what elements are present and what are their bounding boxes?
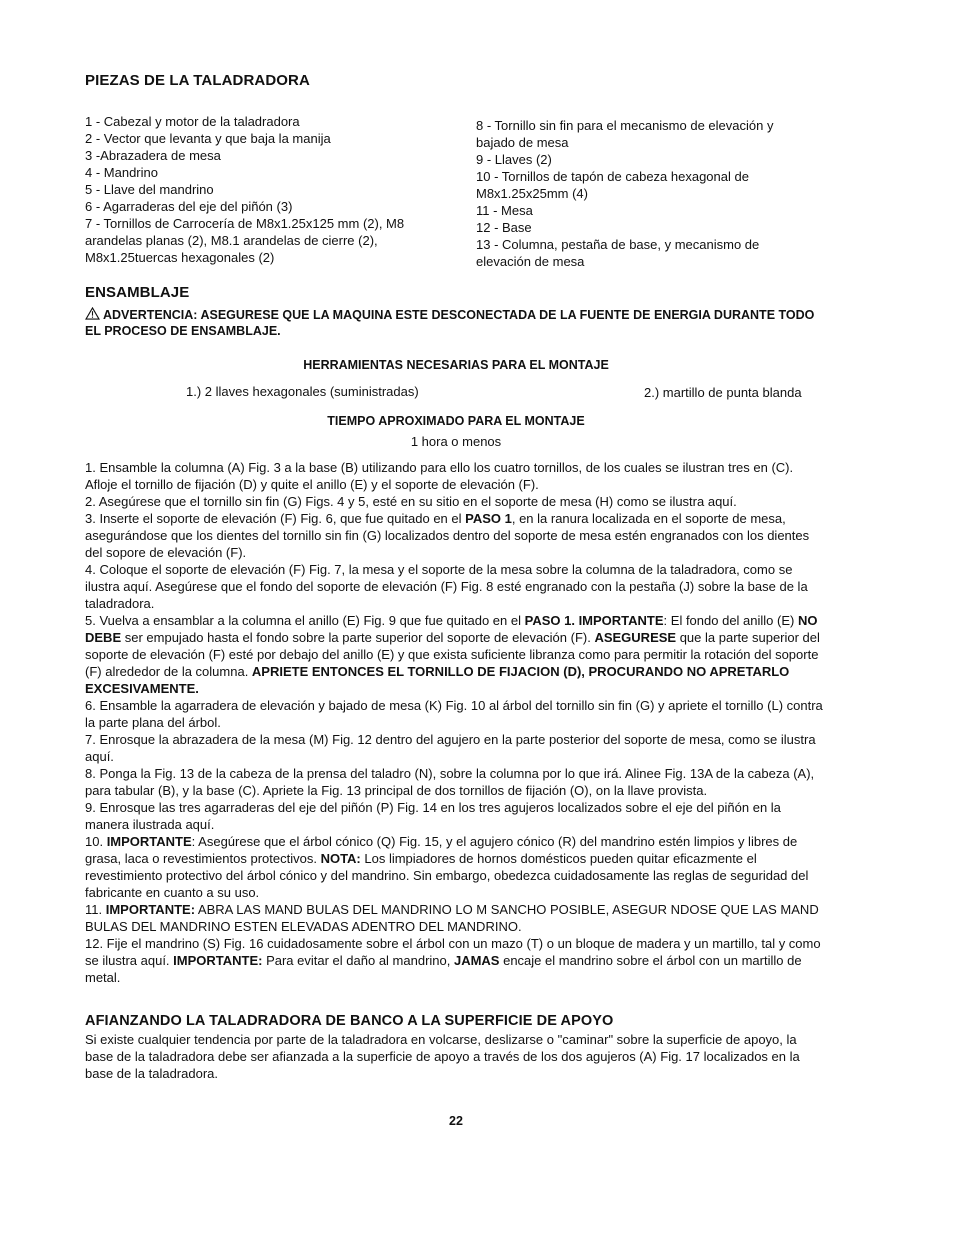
parts-item: 8 - Tornillo sin fin para el mecanismo de elevación y bajado de mesa — [476, 118, 774, 150]
step-emphasis: JAMAS — [453, 953, 500, 968]
parts-list-left — [85, 113, 450, 266]
step-text: , en la ranura localizada en el soporte de mesa, asegurándose que los dientes del tornillo sin fin (G) localizados dentro del soporte de mesa estén engranados con los dientes del sopore de elevación (F). — [85, 511, 810, 560]
securing-text: Si existe cualquier tendencia por parte de la taladradora en volcarse, deslizarse o "caminar" sobre la superficie de apoyo, la base de la taladradora debe ser afianzada a la superficie de apoyo a través de los dos agujeros (A) Fig. 17 localizados en la base de la taladradora. — [85, 1032, 800, 1081]
step-text: que la parte superior del soporte de elevación (F) esté por debajo del anillo (E) y que exista suficiente libranza como para permitir la rotación del soporte (F) alrededor de la columna. — [85, 630, 820, 679]
step-text: 8. Ponga la Fig. 13 de la cabeza de la prensa del taladro (N), sobre la columna por lo que irá. Alinee Fig. 13A de la cabeza (A), para tabular (B), y la base (C). Apriete la Fig. 13 principal de dos tornillos de fijación (O), on la llave provista. — [85, 766, 815, 798]
step-text: 5. Vuelva a ensamblar a la columna el anillo (E) Fig. 9 que fue quitado en el — [85, 613, 525, 628]
assembly-step — [85, 765, 827, 799]
securing-heading: AFIANZANDO LA TALADRADORA DE BANCO A LA SUPERFICIE DE APOYO — [85, 1013, 614, 1029]
step-text: ser empujado hasta el fondo sobre la parte superior del soporte de elevación (F). — [121, 630, 595, 645]
warning-text: ADVERTENCIA: ASEGURESE QUE LA MAQUINA ESTE DESCONECTADA DE LA FUENTE DE ENERGIA DURANTE TODO EL PROCESO DE ENSAMBLAJE. — [85, 308, 815, 338]
parts-item: 2 - Vector que levanta y que baja la manija — [85, 131, 331, 146]
step-text: 4. Coloque el soporte de elevación (F) Fig. 7, la mesa y el soporte de la mesa sobre la columna de la taladradora, como se ilustra aquí. Asegúrese que el fondo del soporte de elevación (F) Fig. 8 esté engranado con la pestaña (J) sobre la base de la taladradora. — [85, 562, 808, 611]
tool-item-1: 1.) 2 llaves hexagonales (suministradas) — [186, 384, 419, 399]
step-text: 7. Enrosque la abrazadera de la mesa (M) Fig. 12 dentro del agujero en la parte posterior del soporte de mesa, como se ilustra aquí. — [85, 732, 816, 764]
warning-triangle-icon — [85, 307, 100, 320]
parts-heading: PIEZAS DE LA TALADRADORA — [85, 72, 310, 89]
assembly-step — [85, 731, 827, 765]
parts-item: 7 - Tornillos de Carrocería de M8x1.25x125 mm (2), M8 arandelas planas (2), M8.1 arandelas de cierre (2), M8x1.25tuercas hexagonales (2) — [85, 216, 405, 265]
tools-heading: HERRAMIENTAS NECESARIAS PARA EL MONTAJE — [303, 358, 609, 372]
assembly-steps — [85, 459, 827, 986]
step-text: 2. Asegúrese que el tornillo sin fin (G) Figs. 4 y 5, esté en su sitio en el soporte de mesa (H) como se ilustra aquí. — [85, 494, 737, 509]
parts-item: 5 - Llave del mandrino — [85, 182, 214, 197]
parts-item: 11 - Mesa — [476, 203, 533, 218]
assembly-heading: ENSAMBLAJE — [85, 284, 190, 301]
warning-block — [85, 307, 827, 339]
step-emphasis: ASEGURESE — [594, 630, 677, 645]
parts-item: 10 - Tornillos de tapón de cabeza hexagonal de M8x1.25x25mm (4) — [476, 169, 749, 201]
step-emphasis: IMPORTANTE: — [173, 953, 263, 968]
step-text: Para evitar el daño al mandrino, — [262, 953, 454, 968]
assembly-step — [85, 901, 827, 935]
page-number: 22 — [449, 1114, 463, 1128]
step-text: : El fondo del anillo (E) — [663, 613, 798, 628]
step-text: : Asegúrese que el árbol cónico (Q) Fig. 15, y el agujero cónico (R) del mandrino estén limpios y libres de grasa, laca o revestimientos protectivos. — [85, 834, 798, 866]
step-text: 6. Ensamble la agarradera de elevación y bajado de mesa (K) Fig. 10 al árbol del tornillo sin fin (G) y apriete el tornillo (L) contra la parte plana del árbol. — [85, 698, 823, 730]
time-heading: TIEMPO APROXIMADO PARA EL MONTAJE — [327, 414, 585, 428]
parts-item: 13 - Columna, pestaña de base, y mecanismo de elevación de mesa — [476, 237, 760, 269]
step-emphasis: APRIETE ENTONCES EL TORNILLO DE FIJACION (D), PROCURANDO NO APRETARLO EXCESIVAMENTE. — [85, 664, 790, 696]
step-emphasis: NO DEBE — [85, 613, 818, 645]
step-text: 9. Enrosque las tres agarraderas del eje del piñón (P) Fig. 14 en los tres agujeros localizados sobre el eje del piñón en la manera ilustrada aquí. — [85, 800, 781, 832]
assembly-step — [85, 510, 827, 561]
step-emphasis: PASO 1 — [465, 511, 512, 526]
tool-item-2: 2.) martillo de punta blanda — [644, 385, 802, 400]
parts-item: 6 - Agarraderas del eje del piñón (3) — [85, 199, 293, 214]
assembly-step — [85, 612, 827, 697]
step-text: 11. — [85, 902, 106, 917]
step-text: 1. Ensamble la columna (A) Fig. 3 a la base (B) utilizando para ello los cuatro tornillos, de los cuales se ilustran tres en (C). Afloje el tornillo de fijación (D) y quite el anillo (E) y el soporte de elevación (F). — [85, 460, 794, 492]
parts-item: 12 - Base — [476, 220, 532, 235]
parts-item: 4 - Mandrino — [85, 165, 158, 180]
assembly-step — [85, 697, 827, 731]
assembly-step — [85, 935, 827, 986]
step-emphasis: PASO 1. IMPORTANTE — [524, 613, 664, 628]
assembly-step — [85, 459, 827, 493]
parts-list-right — [476, 117, 816, 270]
step-text: 3. Inserte el soporte de elevación (F) Fig. 6, que fue quitado en el — [85, 511, 466, 526]
assembly-step — [85, 493, 827, 510]
parts-item: 1 - Cabezal y motor de la taladradora — [85, 114, 300, 129]
assembly-step — [85, 833, 827, 901]
step-text: 10. — [85, 834, 107, 849]
step-text: ABRA LAS MAND BULAS DEL MANDRINO LO M SANCHO POSIBLE, ASEGUR NDOSE QUE LAS MAND BULAS DEL MANDRINO ESTEN ELEVADAS ADENTRO DEL MANDRINO. — [85, 902, 819, 934]
step-emphasis: IMPORTANTE: — [105, 902, 196, 917]
step-text: Los limpiadores de hornos domésticos pueden quitar eficazmente el revestimiento protectivo del árbol cónico y del mandrino. Sin embargo, obedezca cuidadosamente las reglas de seguridad del fabricante en cuanto a su uso. — [85, 851, 809, 900]
step-text: 12. Fije el mandrino (S) Fig. 16 cuidadosamente sobre el árbol con un mazo (T) o un bloque de madera y un martillo, tal y como se ilustra aquí. — [85, 936, 821, 968]
assembly-step — [85, 799, 827, 833]
assembly-step — [85, 561, 827, 612]
time-value: 1 hora o menos — [410, 434, 502, 449]
parts-item: 9 - Llaves (2) — [476, 152, 552, 167]
step-emphasis: IMPORTANTE — [106, 834, 192, 849]
step-emphasis: NOTA: — [320, 851, 361, 866]
step-text: encaje el mandrino sobre el árbol con un martillo de metal. — [85, 953, 802, 985]
parts-item: 3 -Abrazadera de mesa — [85, 148, 221, 163]
